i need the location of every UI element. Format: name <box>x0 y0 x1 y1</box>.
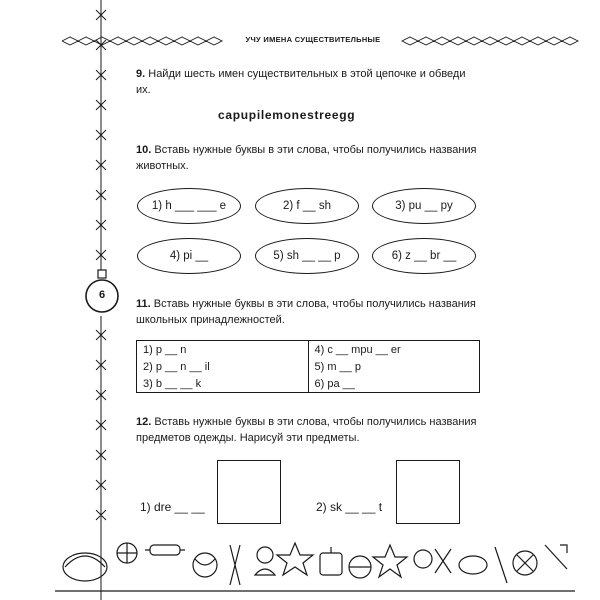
animal-word-oval[interactable]: 6) z __ br __ <box>372 238 476 274</box>
table-cell[interactable]: 6) pa __ <box>308 375 480 393</box>
task-10-number: 10. <box>136 144 152 156</box>
drawing-box-dress[interactable] <box>217 460 281 524</box>
animal-word-oval[interactable]: 2) f __ sh <box>255 188 359 224</box>
task-11-text: Вставь нужные буквы в эти слова, чтобы получились названия школьных принадлежностей. <box>136 298 476 326</box>
task-9 <box>136 66 480 98</box>
sports-doodle-border-icon <box>55 525 575 595</box>
task-10-text: Вставь нужные буквы в эти слова, чтобы получились названия животных. <box>136 144 477 172</box>
animal-word-oval[interactable]: 5) sh __ __ p <box>255 238 359 274</box>
table-cell[interactable]: 3) b __ __ k <box>137 375 309 393</box>
header-title: УЧУ ИМЕНА СУЩЕСТВИТЕЛЬНЫЕ <box>230 33 396 47</box>
clothes-word-1[interactable]: 1) dre __ __ <box>140 500 205 514</box>
task-12-number: 12. <box>136 416 152 428</box>
task-10 <box>136 142 480 174</box>
letter-chain: capupilemonestreegg <box>218 108 356 122</box>
task-9-text: Найди шесть имен существительных в этой цепочке и обведи их. <box>136 68 466 96</box>
animal-word-oval[interactable]: 3) pu __ py <box>372 188 476 224</box>
table-cell[interactable]: 2) p __ n __ il <box>137 358 309 375</box>
table-row <box>137 341 480 359</box>
school-supplies-table <box>136 340 480 393</box>
task-11-number: 11. <box>136 298 151 310</box>
table-cell[interactable]: 5) m __ p <box>308 358 480 375</box>
task-9-number: 9. <box>136 68 146 80</box>
table-cell[interactable]: 4) c __ mpu __ er <box>308 341 480 359</box>
clothes-word-2[interactable]: 2) sk __ __ t <box>316 500 383 514</box>
task-12 <box>136 414 480 446</box>
table-row <box>137 358 480 375</box>
animal-word-oval[interactable]: 1) h ___ ___ e <box>137 188 241 224</box>
task-11 <box>136 296 480 328</box>
table-cell[interactable]: 1) p __ n <box>137 341 309 359</box>
page-number: 6 <box>98 289 106 301</box>
table-row <box>137 375 480 393</box>
drawing-box-skirt[interactable] <box>396 460 460 524</box>
animal-word-oval[interactable]: 4) pi __ <box>137 238 241 274</box>
task-12-text: Вставь нужные буквы в эти слова, чтобы получились названия предметов одежды. Нарисуй эти предметы. <box>136 416 477 444</box>
